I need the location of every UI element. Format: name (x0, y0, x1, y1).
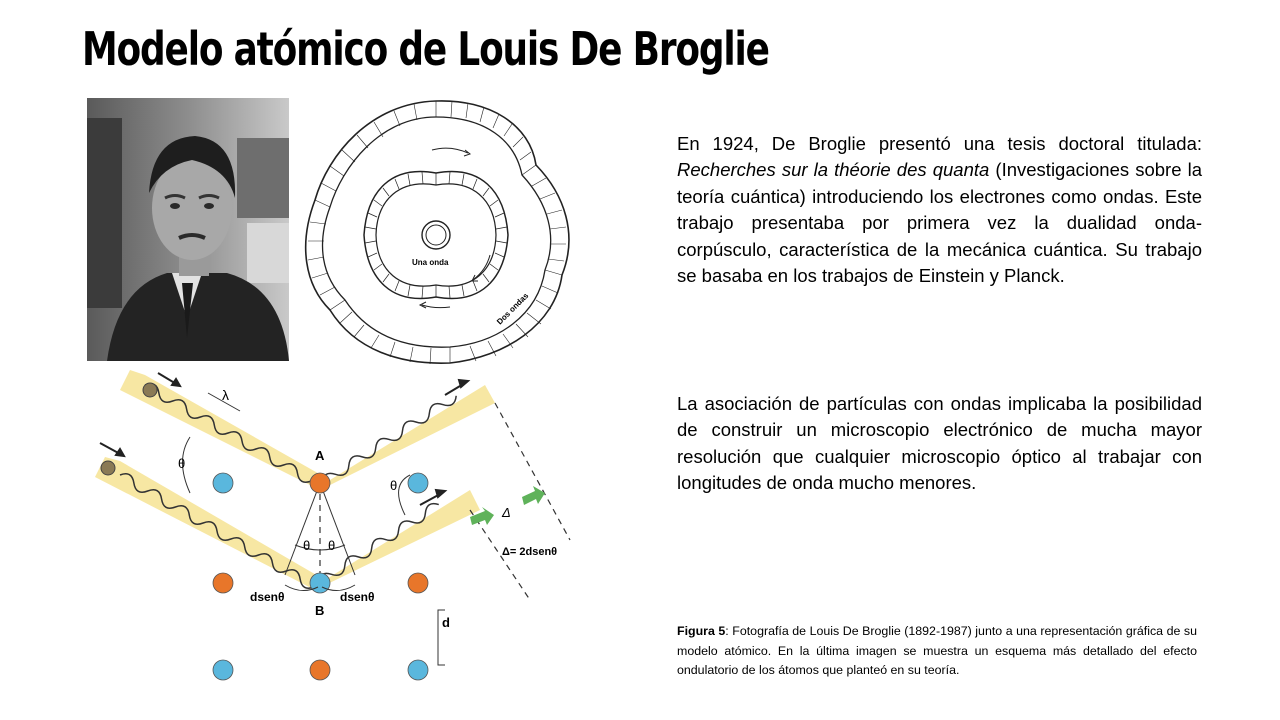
theta-bottom-right: θ (328, 538, 336, 553)
intro-paragraph: En 1924, De Broglie presentó una tesis doctoral titulada: Recherches sur la théorie des quanta (Investigaciones sobre la teoría cuántica) introduciendo los electrones como ondas. Este trabajo presentaba por primera vez la dualidad onda-corpúsculo, característica de la mecánica cuántica. Su trabajo se basaba en los trabajos de Einstein y Planck. (677, 133, 1203, 287)
portrait-photo (87, 98, 289, 361)
lambda-label: λ (222, 387, 229, 403)
theta-left: θ (178, 456, 186, 471)
microscope-paragraph: La asociación de partículas con ondas implicaba la posibilidad de construir un microscopio electrónico de mucha mayor resolución que cualquier microscopio óptico al trabajar con longitudes de onda mucho menores. (677, 393, 1202, 494)
point-b-label: B (315, 603, 325, 618)
point-a-label: A (315, 448, 325, 463)
incident-beams (95, 370, 495, 590)
diffraction-diagram (90, 365, 590, 695)
one-wave-label: Una onda (412, 258, 449, 267)
dsen-left-label: dsenθ (250, 590, 285, 604)
delta-label: Δ (502, 505, 511, 520)
page-title: Modelo atómico de Louis De Broglie (82, 22, 769, 76)
dsen-right-label: dsenθ (340, 590, 375, 604)
two-waves-label: Dos ondas (495, 291, 531, 327)
figure-caption: Figura 5: Fotografía de Louis De Broglie (1892-1987) junto a una representación gráfica de su modelo atómico. En la última imagen se muestra un esquema más detallado del efecto ondulatorio de los átomos que planteó en su teoría. (677, 624, 1197, 677)
delta-formula-label: Δ= 2dsenθ (502, 546, 558, 558)
thesis-title: Recherches sur la théorie des quanta (677, 159, 990, 181)
orbit-wave-diagram (300, 95, 580, 370)
theta-right: θ (390, 478, 398, 493)
theta-bottom-left: θ (303, 538, 311, 553)
d-label: d (442, 615, 450, 630)
figure-label: Figura 5 (677, 624, 726, 638)
